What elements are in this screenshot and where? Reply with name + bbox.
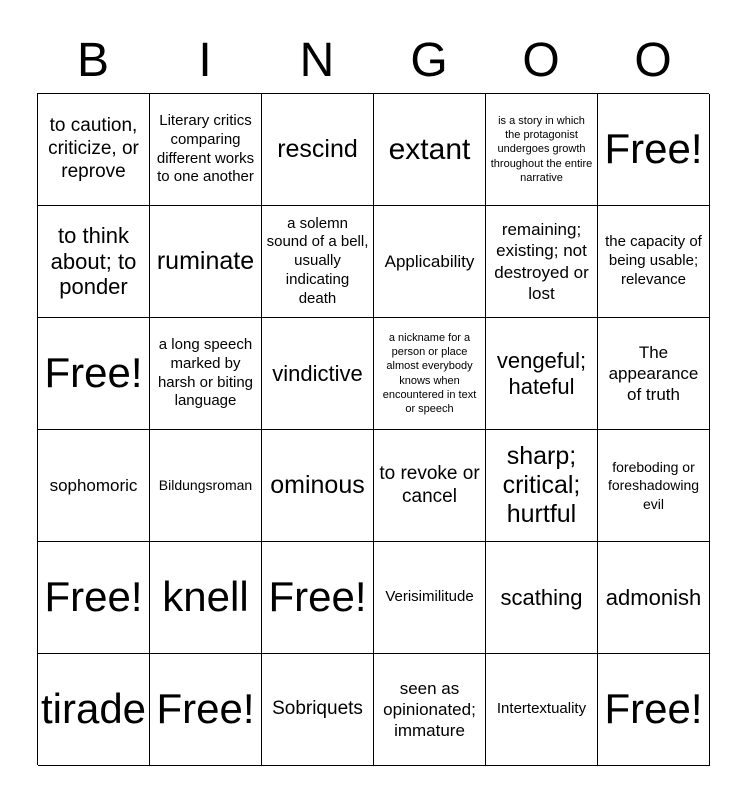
bingo-cell-r3-c5[interactable]: vengeful; hateful [486, 318, 598, 430]
bingo-cell-r2-c6[interactable]: the capacity of being usable; relevance [598, 206, 710, 318]
bingo-cell-r3-c4[interactable]: a nickname for a person or place almost everybody knows when encountered in text or speech [374, 318, 486, 430]
bingo-cell-r1-c3[interactable]: rescind [262, 94, 374, 206]
bingo-cell-r2-c2[interactable]: ruminate [150, 206, 262, 318]
bingo-cell-r6-c3[interactable]: Sobriquets [262, 654, 374, 766]
bingo-cell-r1-c2[interactable]: Literary critics comparing different works to one another [150, 94, 262, 206]
bingo-cell-r4-c4[interactable]: to revoke or cancel [374, 430, 486, 542]
bingo-cell-r6-c6[interactable]: Free! [598, 654, 710, 766]
bingo-cell-r5-c6[interactable]: admonish [598, 542, 710, 654]
bingo-cell-r1-c6[interactable]: Free! [598, 94, 710, 206]
bingo-cell-r5-c1[interactable]: Free! [38, 542, 150, 654]
header-letter-i: I [198, 34, 212, 87]
header-letter-o: O [522, 34, 560, 87]
bingo-cell-r2-c1[interactable]: to think about; to ponder [38, 206, 150, 318]
header-letter-n: N [299, 34, 335, 87]
bingo-header [37, 30, 709, 92]
bingo-cell-r4-c2[interactable]: Bildungsroman [150, 430, 262, 542]
bingo-cell-r4-c6[interactable]: foreboding or foreshadowing evil [598, 430, 710, 542]
bingo-cell-r3-c3[interactable]: vindictive [262, 318, 374, 430]
header-letter-b: B [76, 34, 109, 87]
bingo-cell-r6-c4[interactable]: seen as opinionated; immature [374, 654, 486, 766]
bingo-cell-r1-c4[interactable]: extant [374, 94, 486, 206]
bingo-cell-r6-c2[interactable]: Free! [150, 654, 262, 766]
bingo-cell-r1-c1[interactable]: to caution, criticize, or reprove [38, 94, 150, 206]
bingo-cell-r6-c1[interactable]: tirade [38, 654, 150, 766]
bingo-cell-r5-c5[interactable]: scathing [486, 542, 598, 654]
bingo-cell-r5-c2[interactable]: knell [150, 542, 262, 654]
bingo-cell-r6-c5[interactable]: Intertextuality [486, 654, 598, 766]
header-letter-g: G [410, 34, 448, 87]
bingo-cell-r3-c6[interactable]: The appearance of truth [598, 318, 710, 430]
bingo-cell-r2-c5[interactable]: remaining; existing; not destroyed or lost [486, 206, 598, 318]
bingo-cell-r4-c1[interactable]: sophomoric [38, 430, 150, 542]
bingo-cell-r4-c3[interactable]: ominous [262, 430, 374, 542]
bingo-cell-r2-c4[interactable]: Applicability [374, 206, 486, 318]
bingo-cell-r3-c2[interactable]: a long speech marked by harsh or biting language [150, 318, 262, 430]
bingo-cell-r5-c3[interactable]: Free! [262, 542, 374, 654]
bingo-board [37, 93, 709, 765]
bingo-cell-r4-c5[interactable]: sharp; critical; hurtful [486, 430, 598, 542]
bingo-cell-r2-c3[interactable]: a solemn sound of a bell, usually indicating death [262, 206, 374, 318]
header-letter-o-2: O [634, 34, 672, 87]
bingo-cell-r5-c4[interactable]: Verisimilitude [374, 542, 486, 654]
bingo-cell-r1-c5[interactable]: is a story in which the protagonist undergoes growth throughout the entire narrative [486, 94, 598, 206]
bingo-cell-r3-c1[interactable]: Free! [38, 318, 150, 430]
